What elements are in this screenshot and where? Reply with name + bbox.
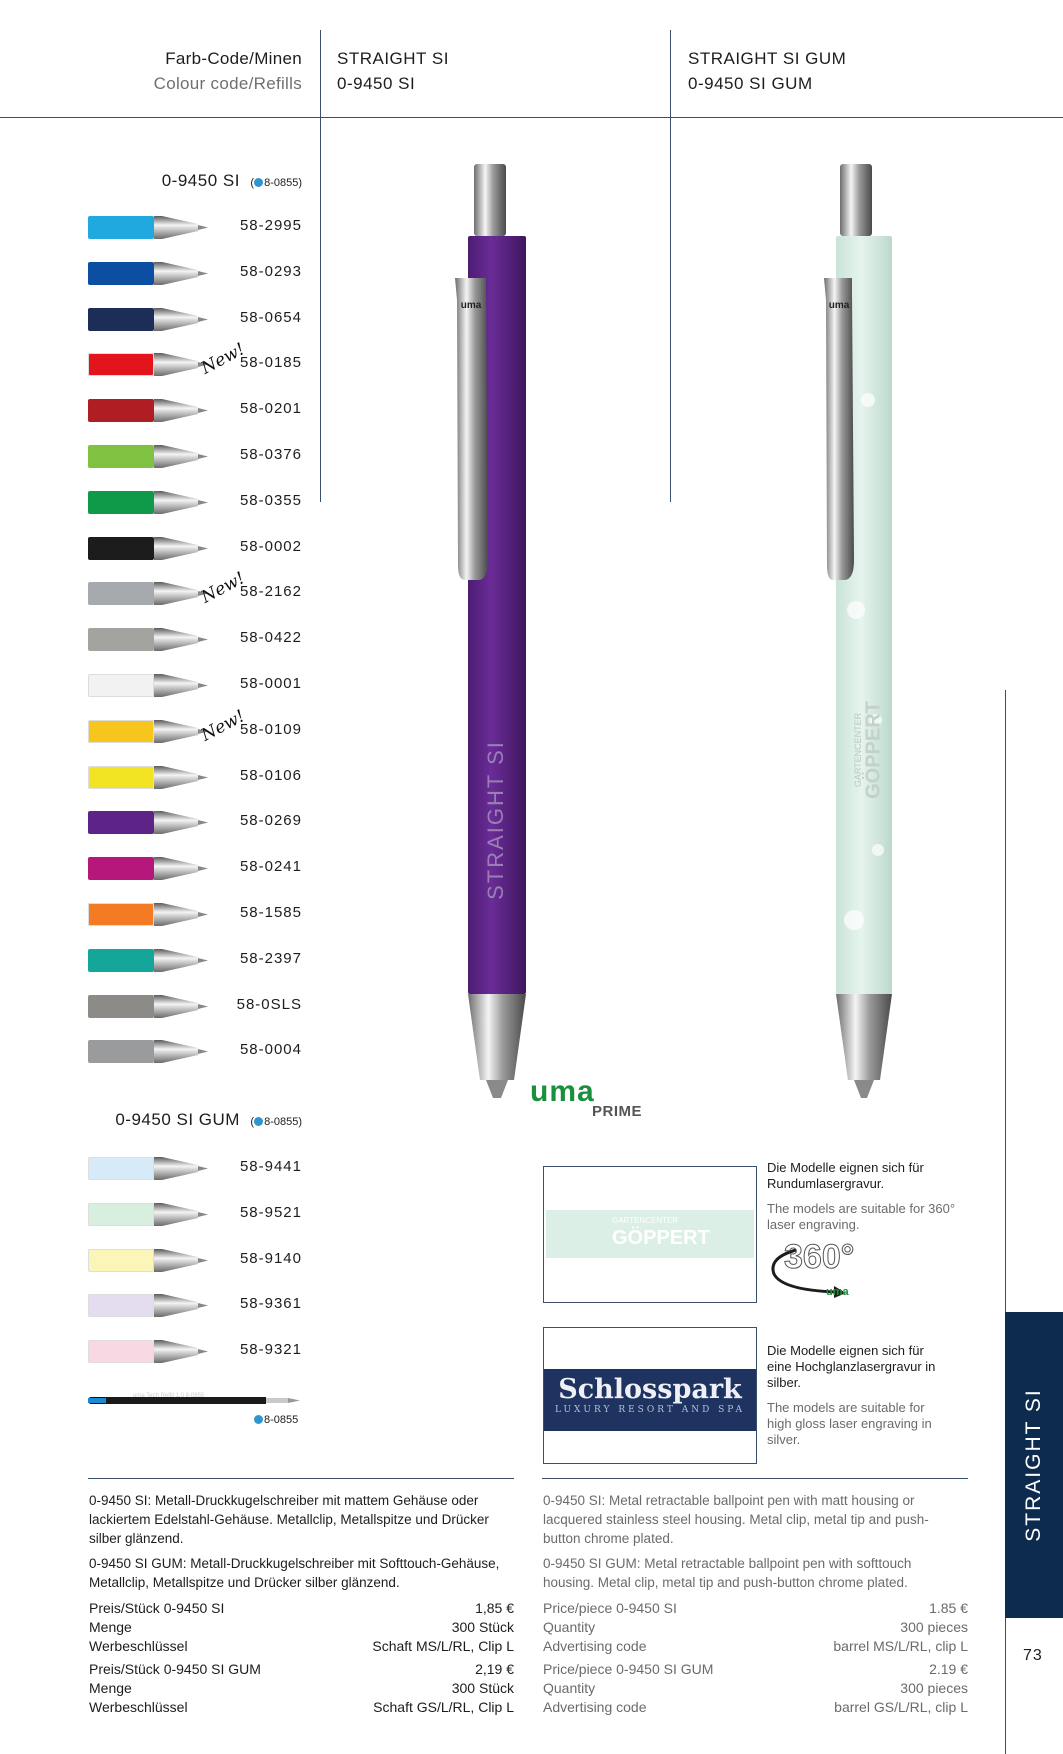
si-color-code: 58-0422 <box>239 629 302 646</box>
engraving-gloss-sample <box>544 1369 756 1431</box>
gum-color-swatch <box>88 1157 154 1180</box>
side-tab-label: STRAIGHT SI <box>1022 1388 1045 1542</box>
section-si-title: 0-9450 SI <box>161 171 240 190</box>
pen-tip-icon <box>154 1294 209 1317</box>
si-color-code: 58-0106 <box>239 767 302 784</box>
price-row-value: barrel MS/L/RL, clip L <box>833 1638 968 1654</box>
si-color-swatch <box>88 628 154 651</box>
si-color-swatch <box>88 262 154 285</box>
column-divider-1 <box>320 30 321 502</box>
sample-360-line-2: GÖPPERT <box>612 1227 710 1249</box>
gum-color-swatch <box>88 1340 154 1363</box>
si-color-swatch <box>88 674 154 697</box>
price-row-label: Preis/Stück 0-9450 SI GUM <box>89 1661 261 1677</box>
price-row-label: Advertising code <box>543 1638 647 1654</box>
badge-360-brand: uma <box>826 1286 849 1298</box>
si-color-swatch <box>88 857 154 880</box>
desc-de-paragraph-1: 0-9450 SI: Metall-Druckkugelschreiber mit mattem Gehäuse oder lackiertem Edelstahl-Gehäuse. Metallclip, Metallspitze und Drücker silber glänzend. <box>89 1493 489 1546</box>
si-color-swatch <box>88 766 154 789</box>
si-color-swatch <box>88 949 154 972</box>
pen-gum-engraving-1: GARTENCENTER <box>853 712 863 788</box>
pen-tip-icon <box>154 628 209 651</box>
engraving-360-en: The models are suitable for 360° laser engraving. <box>767 1201 956 1232</box>
header-product-gum-code: 0-9450 SI GUM <box>688 74 813 93</box>
si-color-code: 58-2162 <box>239 583 302 600</box>
header-divider <box>0 117 1063 118</box>
si-color-swatch <box>88 537 154 560</box>
pen-tip-icon <box>154 674 209 697</box>
desc-de-paragraph-2: 0-9450 SI GUM: Metall-Druckkugelschreiber mit Softtouch-Gehäuse, Metallclip, Metallspitze und Drücker silber glänzend. <box>89 1556 500 1590</box>
pen-straight-si-engraving: STRAIGHT SI <box>483 740 508 900</box>
column-divider-2 <box>670 30 671 502</box>
si-color-code: 58-2397 <box>239 950 302 967</box>
gum-color-swatch <box>88 1203 154 1226</box>
desc-en-paragraph-2: 0-9450 SI GUM: Metal retractable ballpoint pen with softtouch housing. Metal clip, metal tip and push-button chrome plated. <box>543 1556 912 1590</box>
pen-tip-icon <box>154 995 209 1018</box>
pen-tip-icon <box>154 811 209 834</box>
si-color-swatch <box>88 811 154 834</box>
si-color-code: 58-0185 <box>239 354 302 371</box>
price-row-label: Werbeschlüssel <box>89 1699 188 1715</box>
header-product-si-title: STRAIGHT SI <box>337 49 449 68</box>
si-color-swatch <box>88 445 154 468</box>
si-color-code: 58-1585 <box>239 904 302 921</box>
price-row-label: Price/piece 0-9450 SI GUM <box>543 1661 714 1677</box>
price-row-value: 2.19 € <box>929 1661 968 1677</box>
pen-straight-si-gum-image <box>806 160 906 1110</box>
si-color-code: 58-0SLS <box>236 996 302 1013</box>
price-row-label: Advertising code <box>543 1699 647 1715</box>
uma-prime-logo <box>530 1075 643 1120</box>
pen-straight-si-icon <box>440 160 540 1110</box>
gum-color-code: 58-9521 <box>239 1204 302 1221</box>
gum-color-code: 58-9361 <box>239 1295 302 1312</box>
desc-en-paragraph-1: 0-9450 SI: Metal retractable ballpoint pen with matt housing or lacquered stainless steel housing. Metal clip, metal tip and push-button chrome plated. <box>543 1493 929 1546</box>
uma-logo-sub: PRIME <box>592 1103 643 1120</box>
si-color-code: 58-0241 <box>239 858 302 875</box>
section-gum-heading <box>115 1110 302 1130</box>
new-badge: New! <box>198 706 249 746</box>
pen-tip-icon <box>154 949 209 972</box>
pen-tip-icon <box>154 1249 209 1272</box>
price-row-value: Schaft MS/L/RL, Clip L <box>372 1638 514 1654</box>
si-color-code: 58-0109 <box>239 721 302 738</box>
si-color-code: 58-0004 <box>239 1041 302 1058</box>
pen-tip-icon <box>154 216 209 239</box>
si-color-swatch <box>88 903 154 926</box>
engraving-360-de: Die Modelle eignen sich für Rundumlasergravur. <box>767 1160 924 1191</box>
engraving-gloss-en: The models are suitable for high gloss laser engraving in silver. <box>767 1400 932 1447</box>
section-gum-title: 0-9450 SI GUM <box>115 1110 240 1129</box>
pen-tip-icon <box>154 308 209 331</box>
desc-en-divider <box>542 1478 968 1479</box>
section-si-refill: ( 8-0855) <box>250 177 302 189</box>
engraving-gloss-de: Die Modelle eignen sich für eine Hochglanzlasergravur in silber. <box>767 1343 936 1390</box>
pen-straight-si-gum-icon <box>806 160 906 1110</box>
pen-tip-icon <box>154 857 209 880</box>
si-color-code: 58-0654 <box>239 309 302 326</box>
sample-360-line-1: GARTENCENTER <box>612 1216 679 1225</box>
si-color-swatch <box>88 720 154 743</box>
pen-tip-icon <box>154 537 209 560</box>
si-color-code: 58-2995 <box>239 217 302 234</box>
price-row-value: 2,19 € <box>475 1661 514 1677</box>
price-row-label: Menge <box>89 1619 132 1635</box>
refill-print: uma Tech Refill 1.0 8-0855 <box>133 1393 205 1399</box>
gum-color-code: 58-9441 <box>239 1158 302 1175</box>
price-row-value: 300 Stück <box>451 1680 514 1696</box>
si-color-swatch <box>88 1040 154 1063</box>
refill-code-label: 8-0855 <box>254 1414 298 1426</box>
refill-dot-icon <box>254 1415 263 1424</box>
gum-color-swatch <box>88 1249 154 1272</box>
price-row-value: 300 pieces <box>900 1619 968 1635</box>
pen-tip-icon <box>154 903 209 926</box>
pen-tip-icon <box>154 262 209 285</box>
si-color-code: 58-0002 <box>239 538 302 555</box>
price-row-value: Schaft GS/L/RL, Clip L <box>373 1699 514 1715</box>
pen-straight-si-image <box>440 160 540 1110</box>
price-row-value: 1.85 € <box>929 1600 968 1616</box>
gum-color-swatch <box>88 1294 154 1317</box>
pen-tip-icon <box>154 445 209 468</box>
refill-dot-icon <box>254 1117 263 1126</box>
si-color-swatch <box>88 216 154 239</box>
header-colour-code-en: Colour code/Refills <box>153 74 302 93</box>
uma-logo-word: uma <box>530 1075 595 1108</box>
pen-tip-icon <box>154 1157 209 1180</box>
refill-dot-icon <box>254 178 263 187</box>
pen-tip-icon <box>154 1340 209 1363</box>
pen-brand-print: uma <box>828 300 850 311</box>
gum-color-code: 58-9140 <box>239 1250 302 1267</box>
price-row-label: Quantity <box>543 1619 596 1635</box>
si-color-code: 58-0269 <box>239 812 302 829</box>
gum-color-code: 58-9321 <box>239 1341 302 1358</box>
si-color-code: 58-0201 <box>239 400 302 417</box>
desc-de-divider <box>88 1478 514 1479</box>
pen-brand-print: uma <box>460 300 482 311</box>
sample-gloss-line-1: Schlosspark <box>558 1374 742 1405</box>
si-color-code: 58-0355 <box>239 492 302 509</box>
pen-tip-icon <box>154 1040 209 1063</box>
price-row-label: Price/piece 0-9450 SI <box>543 1600 677 1616</box>
section-gum-refill: ( 8-0855) <box>250 1116 302 1128</box>
price-row-label: Werbeschlüssel <box>89 1638 188 1654</box>
si-color-swatch <box>88 353 154 376</box>
si-color-code: 58-0376 <box>239 446 302 463</box>
price-row-value: 1,85 € <box>475 1600 514 1616</box>
price-row-value: barrel GS/L/RL, clip L <box>834 1699 968 1715</box>
header-product-gum-title: STRAIGHT SI GUM <box>688 49 847 68</box>
pen-tip-icon <box>154 399 209 422</box>
engraving-360-sample-box <box>543 1166 757 1303</box>
engraving-360-sample <box>546 1210 754 1258</box>
pen-gum-engraving-2: GÖPPERT <box>862 701 885 799</box>
pen-tip-icon <box>154 766 209 789</box>
price-row-label: Preis/Stück 0-9450 SI <box>89 1600 225 1616</box>
engraving-gloss-sample-box <box>543 1327 757 1464</box>
pen-tip-icon <box>154 491 209 514</box>
si-color-swatch <box>88 582 154 605</box>
price-row-label: Menge <box>89 1680 132 1696</box>
si-color-swatch <box>88 399 154 422</box>
section-si-heading <box>162 171 302 191</box>
price-row-label: Quantity <box>543 1680 596 1696</box>
refill-image <box>88 1393 303 1404</box>
si-color-swatch <box>88 308 154 331</box>
new-badge: New! <box>198 339 249 379</box>
si-color-code: 58-0293 <box>239 263 302 280</box>
badge-360 <box>766 1238 866 1300</box>
price-row-value: 300 pieces <box>900 1680 968 1696</box>
si-color-code: 58-0001 <box>239 675 302 692</box>
new-badge: New! <box>198 568 249 608</box>
badge-360-text: 360° <box>784 1238 855 1276</box>
header-colour-code-de: Farb-Code/Minen <box>165 49 302 68</box>
si-color-swatch <box>88 995 154 1018</box>
price-row-value: 300 Stück <box>451 1619 514 1635</box>
sample-gloss-line-2: LUXURY RESORT AND SPA <box>554 1405 746 1415</box>
si-color-swatch <box>88 491 154 514</box>
page-number: 73 <box>1023 1647 1043 1664</box>
pen-tip-icon <box>154 1203 209 1226</box>
header-product-si-code: 0-9450 SI <box>337 74 416 93</box>
